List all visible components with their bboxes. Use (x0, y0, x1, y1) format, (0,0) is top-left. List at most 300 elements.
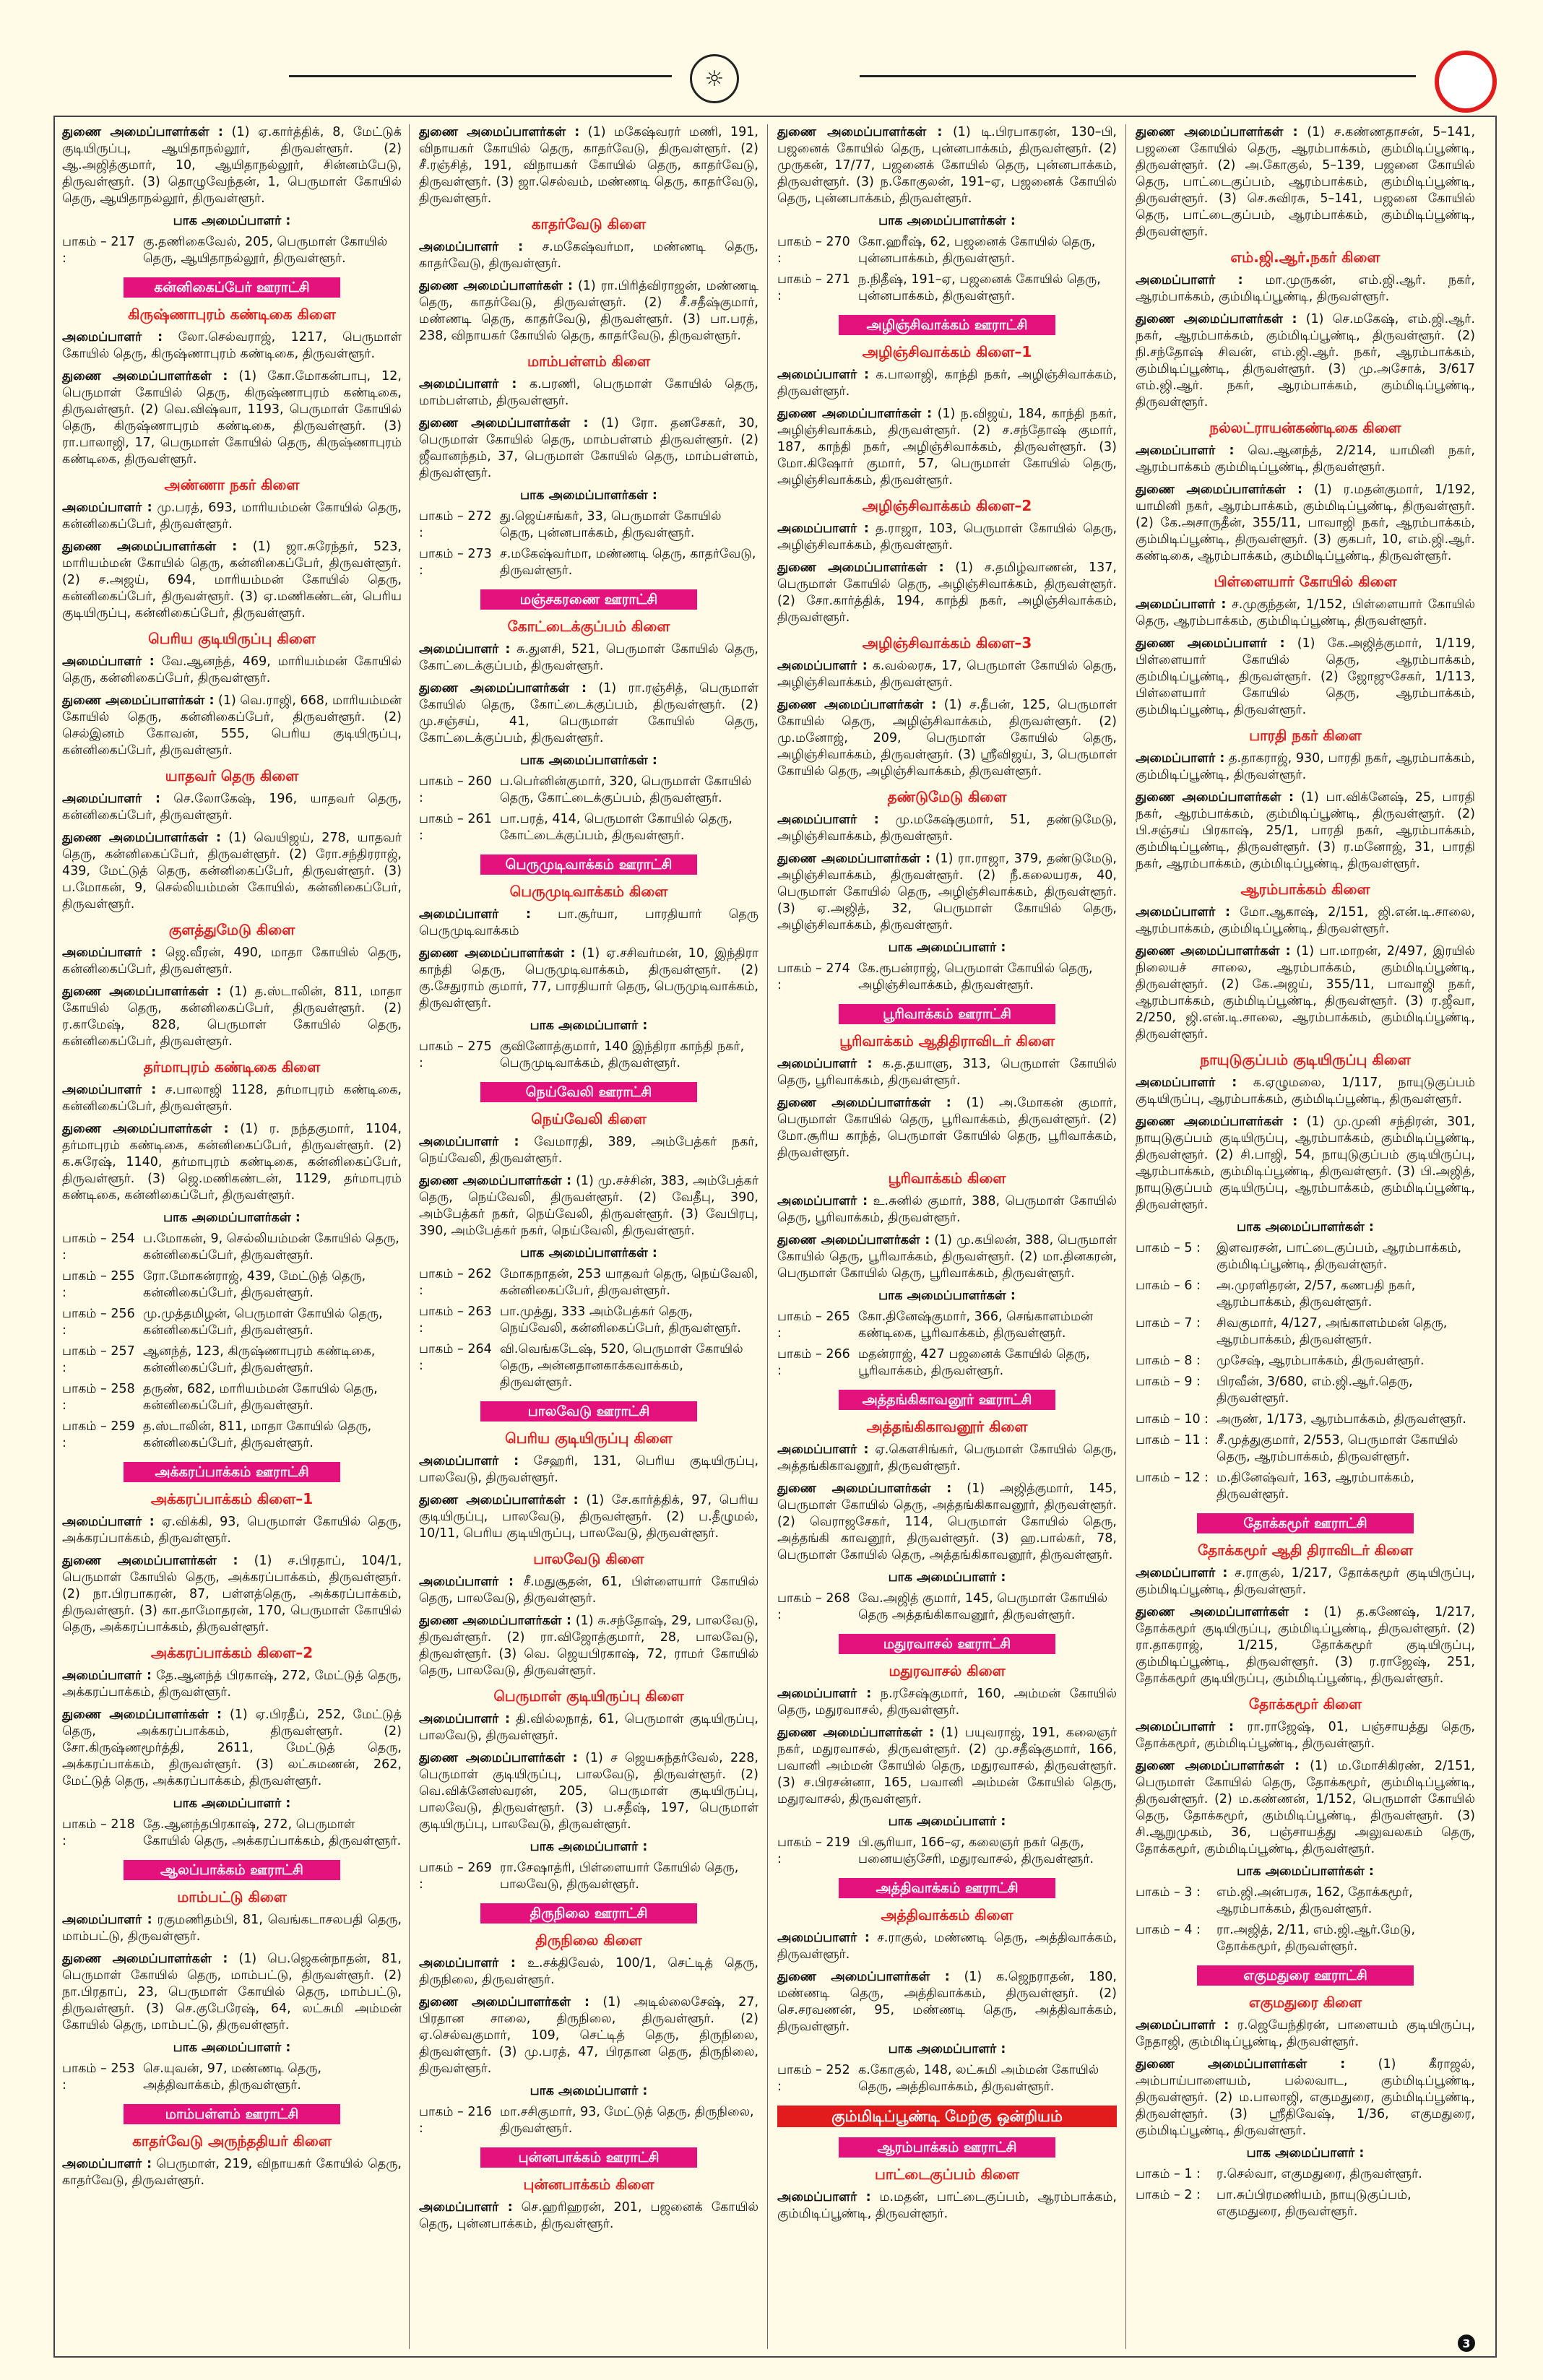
section-label: பாக அமைப்பாளர் : (888, 1814, 1006, 1829)
booth-number: பாகம் – 6 : (1136, 1278, 1201, 1293)
booth-number: பாகம் – 216 : (419, 2105, 492, 2136)
booth-entry (777, 1591, 1117, 1624)
booth-text: மா.சசிகுமார், 93, மேட்டுத் தெரு, திருநிலை, திருவள்ளூர். (500, 2105, 754, 2136)
booth-text: பா.பரத், 414, பெருமாள் கோயில் தெரு, கோட்டைக்குப்பம், திருவள்ளூர். (500, 812, 732, 843)
booth-text: கே.ரூபன்ராஜ், பெருமாள் கோயில் தெரு, அழிஞ்சிவாக்கம், திருவள்ளூர். (858, 961, 1093, 992)
role-label: அமைப்பாளர் : (777, 1931, 870, 1945)
paragraph: துணை அமைப்பாளர்கள் : (1) த.கணேஷ், 1/217, தோக்கமூர் குடியிருப்பு, கும்மிடிப்பூண்டி, திருவள்ளூர். (2) ரா.தாகராஜ், 1/215, தோக்கமூர் குடியிருப்பு, கும்மிடிப்பூண்டி, திருவள்ளூர். (3) ர.ராஜேஷ், 251, தோக்கமூர் குடியிருப்பு, கும்மிடிப்பூண்டி, திருவள்ளூர். (1136, 1605, 1475, 1686)
panchayat-heading: திருநிலை ஊராட்சி (480, 1903, 697, 1924)
paragraph: அமைப்பாளர் : க.ஏழுமலை, 1/117, நாயுடுகுப்பம் குடியிருப்பு, ஆரம்பாக்கம், கும்மிடிப்பூண்டி, திருவள்ளூர். (1136, 1076, 1475, 1107)
booth-number: பாகம் – 8 : (1136, 1354, 1201, 1368)
role-label: துணை அமைப்பாளர்கள் : (777, 698, 937, 712)
role-label: துணை அமைப்பாளர்கள் : (777, 1233, 930, 1247)
role-label: அமைப்பாளர் : (777, 659, 868, 673)
booth-entry (777, 1835, 1117, 1868)
paragraph: துணை அமைப்பாளர்கள் : (1) ச ஜெயசுந்தர்வேல், 228, பெருமாள் குடியிருப்பு, பாலவேடு, திருவள்ளூர். (2) வெ.விக்னேஸ்வரன், 205, பெருமாள் குடியிருப்பு, பாலவேடு, திருவள்ளூர். (3) ப.சதீஷ், 197, பெருமாள் குடியிருப்பு, பாலவேடு, திருவள்ளூர். (419, 1751, 758, 1832)
booth-entry (62, 234, 402, 267)
booth-text: கோ.தினேஷ்குமார், 366, செங்காளம்மன் கண்டிகை, பூரிவாக்கம், திருவள்ளூர். (858, 1310, 1094, 1341)
booth-number: பாகம் – 9 : (1136, 1375, 1201, 1389)
branch-heading: காதர்வேடு கிளை (531, 215, 647, 233)
booth-entry (419, 1341, 758, 1391)
paragraph: துணை அமைப்பாளர்கள் : (1) ரா.ராஜா, 379, தண்டுமேடு, அழிஞ்சிவாக்கம், திருவள்ளூர். (2) நீ.கலையரசு, 40, பெருமாள் கோயில் தெரு, அழிஞ்சிவாக்கம், திருவள்ளூர். (3) ஏ.அஜித், 32, பெருமாள் கோயில் தெரு, அழிஞ்சிவாக்கம், திருவள்ளூர். (777, 852, 1117, 932)
paragraph: அமைப்பாளர் : ச.ராகுல், மண்ணடி தெரு, அத்திவாக்கம், திருவள்ளூர். (777, 1931, 1117, 1962)
column-divider (1125, 124, 1126, 2349)
booth-text: ப.பெர்னின்குமார், 320, பெருமாள் கோயில் தெரு, கோட்டைக்குப்பம், திருவள்ளூர். (500, 774, 752, 805)
booth-number: பாகம் – 268 : (777, 1591, 850, 1622)
booth-entry (419, 2104, 758, 2137)
booth-number: பாகம் – 12 : (1136, 1471, 1209, 1485)
section-label: பாக அமைப்பாளர் : (888, 940, 1006, 955)
section-label: பாக அமைப்பாளர் : (888, 2042, 1006, 2056)
booth-entry (1136, 1315, 1475, 1349)
branch-heading: பெரிய குடியிருப்பு கிளை (148, 630, 316, 647)
panchayat-heading: ஆரம்பாக்கம் ஊராட்சி (839, 2137, 1055, 2158)
column-2 (419, 124, 758, 2238)
booth-number: பாகம் – 258 : (62, 1382, 135, 1413)
booth-entry (419, 1304, 758, 1337)
paragraph: துணை அமைப்பாளர்கள் : (1) பயுவராஜ், 191, கலைஞர் நகர், மதுரவாசல், திருவள்ளூர். (2) மு.சதீஷ்குமார், 166, பவானி அம்மன் கோயில் தெரு, மதுரவாசல், திருவள்ளூர். (3) ச.பிரசன்னா, 165, பவானி அம்மன் கோயில் தெரு, மதுரவாசல், திருவள்ளூர். (777, 1726, 1117, 1806)
booth-text: த.ஸ்டாலின், 811, மாதா கோயில் தெரு, கன்னிகைப்பேர், திருவள்ளூர். (143, 1419, 372, 1450)
section-label: பாக அமைப்பாளர் : (530, 1840, 648, 1854)
role-label: அமைப்பாளர் : (1136, 1566, 1228, 1580)
paragraph: துணை அமைப்பாளர்கள் : (1) ஏ.சசிவர்மன், 10, இந்திரா காந்தி தெரு, பெருமுடிவாக்கம், திருவள்ளூர். (2) கு.சேதுராம் குமார், 77, பாரதியார் தெரு, பெருமுடிவாக்கம், திருவள்ளூர். (419, 946, 758, 1011)
role-label: துணை அமைப்பாளர்கள் : (62, 1952, 228, 1966)
branch-heading: ஆரம்பாக்கம் கிளை (1240, 880, 1370, 898)
paragraph: துணை அமைப்பாளர்கள் : (1) ச.கண்ணதாசன், 5–141, பஜனை கோயில் தெரு, ஆரம்பாக்கம், கும்மிடிப்பூண்டி, திருவள்ளூர். (2) அ.கோகுல், 5–139, பஜனை கோயில் தெரு, பாட்டைகுப்பம், ஆரம்பாக்கம், கும்மிடிப்பூண்டி, திருவள்ளூர். (3) செ.சுவிரசு, 5–141, பஜனை கோயில் தெரு, பாட்டைகுப்பம், ஆரம்பாக்கம், கும்மிடிப்பூண்டி, திருவள்ளூர். (1136, 125, 1476, 239)
branch-heading: தோக்கமூர் கிளை (1248, 1695, 1362, 1713)
paragraph: துணை அமைப்பாளர்கள் : (1) வெயிஜய், 278, யாதவர் தெரு, கன்னிகைப்பேர், திருவள்ளூர். (2) ரோ.சந்திரராஜ், 439, மேட்டுத் தெரு, கன்னிகைப்பேர், திருவள்ளூர். (3) ப.மோகன், 9, செல்லியம்மன் கோயில், கன்னிகைப்பேர், திருவள்ளூர். (62, 831, 402, 912)
booth-entry (419, 1860, 758, 1893)
panchayat-heading: அக்கரப்பாக்கம் ஊராட்சி (124, 1462, 340, 1482)
panchayat-heading: எகுமதுரை ஊராட்சி (1197, 1965, 1414, 1986)
branch-heading: தண்டுமேடு கிளை (887, 788, 1007, 805)
role-label: துணை அமைப்பாளர்கள் : (419, 1614, 571, 1628)
role-label: துணை அமைப்பாளர்கள் : (419, 946, 576, 961)
branch-heading: பூரிவாக்கம் ஆதிதிராவிடர் கிளை (839, 1032, 1055, 1050)
paragraph: துணை அமைப்பாளர்கள் : (1) ஏ.கார்த்திக், 8, மேட்டுக் குடியிருப்பு, ஆயிதாநல்லூர், திருவள்ளூர். (2) ஆ.அஜித்குமார், 10, ஆயிதாநல்லூர், சின்னம்பேடு, திருவள்ளூர். (3) தொழுவேந்தன், 1, பெருமாள் கோயில் தெரு, ஆயிதாநல்லூர், திருவள்ளூர். (62, 125, 402, 206)
panchayat-heading: தோக்கமூர் ஊராட்சி (1197, 1513, 1414, 1533)
panchayat-heading: மாம்பள்ளம் ஊராட்சி (124, 2104, 340, 2124)
booth-text: செ.யுவன், 97, மண்ணடி தெரு, அத்திவாக்கம், திருவள்ளூர். (143, 2061, 322, 2093)
booth-text: ச.மகேஷ்வர்மா, மண்ணடி தெரு, காதர்வேடு, திருவள்ளூர். (500, 547, 756, 578)
paragraph: அமைப்பாளர் : ரகுமணிதம்பி, 81, வெங்கடாசலபதி தெரு, மாம்பட்டு, திருவள்ளூர். (62, 1913, 402, 1944)
section-label: பாக அமைப்பாளர் : (888, 1570, 1006, 1585)
booth-entry (1136, 2187, 1475, 2220)
role-label: துணை அமைப்பாளர்கள் : (777, 561, 944, 575)
role-label: அமைப்பாளர் : (62, 1913, 152, 1927)
role-label: அமைப்பாளர் : (62, 1515, 155, 1529)
booth-number: பாகம் – 272 : (419, 509, 492, 540)
role-label: அமைப்பாளர் : (419, 642, 511, 657)
role-label: அமைப்பாளர் : (1136, 2018, 1229, 2033)
booth-text: ரா.அஜித், 2/11, எம்.ஜி.ஆர்.மேடு, தோக்கமூர், திருவள்ளூர். (1216, 1923, 1416, 1954)
booth-entry (777, 234, 1117, 267)
booth-entry (419, 1039, 758, 1072)
role-label: துணை அமைப்பாளர்கள் : (62, 1554, 238, 1568)
role-label: அமைப்பாளர் : (62, 654, 155, 669)
section-label: பாக அமைப்பாளர்கள் : (1237, 1220, 1374, 1234)
role-label: அமைப்பாளர் : (419, 2200, 513, 2215)
union-heading-bar: கும்மிடிப்பூண்டி மேற்கு ஒன்றியம் (777, 2106, 1117, 2127)
branch-heading: பாரதி நகர் கிளை (1249, 727, 1362, 744)
role-label: அமைப்பாளர் : (419, 1135, 519, 1149)
booth-number: பாகம் – 274 : (777, 961, 850, 992)
booth-text: அருண், 1/173, ஆரம்பாக்கம், திருவள்ளூர். (1216, 1412, 1466, 1427)
role-label: அமைப்பாளர் : (62, 330, 163, 345)
role-label: அமைப்பாளர் : (62, 1083, 157, 1097)
role-label: அமைப்பாளர் : (777, 522, 869, 536)
booth-entry (62, 1306, 402, 1339)
booth-number: பாகம் – 11 : (1136, 1433, 1209, 1448)
booth-number: பாகம் – 4 : (1136, 1923, 1201, 1937)
paragraph: அமைப்பாளர் : வேமாரதி, 389, அம்பேத்கர் நகர், நெய்வேலி, திருவள்ளூர். (419, 1135, 758, 1166)
booth-text: ரோ.மோகன்ராஜ், 439, மேட்டுத் தெரு, கன்னிகைப்பேர், திருவள்ளூர். (143, 1269, 366, 1300)
branch-heading: அழிஞ்சிவாக்கம் கிளை–3 (862, 634, 1032, 652)
branch-heading: மாம்பட்டு கிளை (177, 1888, 287, 1905)
branch-heading: அக்கரப்பாக்கம் கிளை–2 (150, 1644, 314, 1661)
booth-number: பாகம் – 270 : (777, 235, 850, 266)
booth-text: சிவகுமார், 4/127, அங்காளம்மன் தெரு, ஆரம்பாக்கம், திருவள்ளூர். (1216, 1316, 1448, 1347)
paragraph: துணை அமைப்பாளர்கள் : (1) அஜித்குமார், 145, பெருமாள் கோயில் தெரு, அத்தங்கிகாவனூர், திருவள்ளூர். (2) வெராஜசேகர், 114, பெருமாள் கோயில் தெரு, அத்தங்கி காவனூர், திருவள்ளூர். (3) ஹ.பால்கர், 78, பெருமாள் கோயில் தெரு, அத்தங்கிகாவனூர், திருவள்ளூர். (777, 1481, 1117, 1562)
paragraph: துணை அமைப்பாளர்கள் : (1) பெ.ஜெகன்நாதன், 81, பெருமாள் கோயில் தெரு, மாம்பட்டு, திருவள்ளூர். (2) நா.பிரதாப், 23, பெருமாள் கோயில் தெரு, மாம்பட்டு, திருவள்ளூர். (3) செ.குபேரேஷ், 64, லட்சுமி அம்மன் கோயில் தெரு, மாம்பட்டு, திருவள்ளூர். (62, 1952, 402, 2033)
role-label: அமைப்பாளர் : (1136, 443, 1235, 458)
section-label: பாக அமைப்பாளர் : (173, 1796, 291, 1811)
role-label: அமைப்பாளர் : (62, 1669, 152, 1683)
booth-text: இளவரசன், பாட்டைகுப்பம், ஆரம்பாக்கம், கும்மிடிப்பூண்டி, திருவள்ளூர். (1216, 1241, 1462, 1272)
paragraph: அமைப்பாளர் : சு.துளசி, 521, பெருமாள் கோயில் தெரு, கோட்டைக்குப்பம், திருவள்ளூர். (419, 642, 758, 673)
booth-number: பாகம் – 10 : (1136, 1412, 1209, 1427)
panchayat-heading: கன்னிகைப்பேர் ஊராட்சி (124, 277, 340, 298)
paragraph: துணை அமைப்பாளர்கள் : (1) க.ஜெநராதன், 180, மண்ணடி தெரு, அத்திவாக்கம், திருவள்ளூர். (2) செ.சரவணன், 95, மண்ணடி தெரு, அத்திவாக்கம், திருவள்ளூர். (777, 1970, 1117, 2034)
booth-entry (419, 774, 758, 807)
paragraph: துணை அமைப்பாளர்கள் : (1) மகேஷ்வரர் மணி, 191, விநாயகர் கோயில் தெரு, காதர்வேடு, திருவள்ளூர். (2) சீ.ரஞ்சித், 191, விநாயகர் கோயில் தெரு, காதர்வேடு, திருவள்ளூர். (3) ஜா.செல்வம், மண்ணடி தெரு, காதர்வேடு, திருவள்ளூர். (419, 125, 758, 206)
booth-number: பாகம் – 257 : (62, 1344, 135, 1375)
paragraph: துணை அமைப்பாளர்கள் : (1) வெ.ராஜி, 668, மாரியம்மன் கோயில் தெரு, கன்னிகைப்பேர், திருவள்ளூர். (2) செல்இனம் கோவன், 555, பெரிய குடியிருப்பு, கன்னிகைப்பேர், திருவள்ளூர். (62, 693, 402, 758)
booth-entry (1136, 1240, 1475, 1273)
booth-text: எம்.ஜி.அன்பரசு, 162, தோக்கமூர், ஆரம்பாக்கம், திருவள்ளூர். (1216, 1885, 1413, 1916)
role-label: துணை அமைப்பாளர்கள் : (419, 1493, 579, 1507)
booth-entry (1136, 1278, 1475, 1311)
booth-number: பாகம் – 275 : (419, 1039, 492, 1070)
paragraph: துணை அமைப்பாளர்கள் : (1) ச.பிரதாப், 104/1, பெருமாள் கோயில் தெரு, அக்கரப்பாக்கம், திருவள்ளூர். (2) நா.பிரபாகரன், 87, பள்ளத்தெரு, அக்கரப்பாக்கம், திருவள்ளூர். (3) கா.தாமோதரன், 170, பெருமாள் கோயில் தெரு, அக்கரப்பாக்கம், திருவள்ளூர். (62, 1554, 402, 1635)
booth-entry (1136, 1922, 1475, 1955)
paragraph: அமைப்பாளர் : செ.ஹரிஹரன், 201, பஜனைக் கோயில் தெரு, புன்னபாக்கம், திருவள்ளூர். (419, 2200, 758, 2231)
paragraph: அமைப்பாளர் : க.த.தயாளு, 313, பெருமாள் கோயில் தெரு, பூரிவாக்கம், திருவள்ளூர். (777, 1057, 1117, 1088)
booth-entry (62, 1343, 402, 1377)
paragraph: துணை அமைப்பாளர் : (1) கே.அஜித்குமார், 1/119, பிள்ளையார் கோயில் தெரு, ஆரம்பாக்கம், கும்மிடிப்பூண்டி, திருவள்ளூர். (2) ஜோஜுசேகர், 1/113, பிள்ளையார் கோயில் தெரு, ஆரம்பாக்கம், கும்மிடிப்பூண்டி, திருவள்ளூர். (1136, 636, 1476, 717)
branch-heading: தோக்கமூர் ஆதி திராவிடர் கிளை (1197, 1541, 1414, 1559)
elephant-emblem-icon: ☼ (690, 54, 739, 103)
paragraph: அமைப்பாளர் : உ.சக்திவேல், 100/1, செட்டித் தெரு, திருநிலை, திருவள்ளூர். (419, 1956, 758, 1987)
role-label: அமைப்பாளர் : (419, 240, 524, 254)
section-label: பாக அமைப்பாளர்கள் : (878, 214, 1016, 228)
role-label: துணை அமைப்பாளர்கள் : (1136, 790, 1294, 805)
paragraph: அமைப்பாளர் : ச.பாலாஜி 1128, தர்மாபுரம் கண்டிகை, கன்னிகைப்பேர், திருவள்ளூர். (62, 1083, 402, 1114)
booth-entry (777, 2062, 1117, 2095)
role-label: துணை அமைப்பாளர்கள் : (777, 1726, 935, 1740)
paragraph: அமைப்பாளர் : ச.முகுந்தன், 1/152, பிள்ளையார் கோயில் தெரு, ஆரம்பாக்கம், கும்மிடிப்பூண்டி, திருவள்ளூர். (1136, 597, 1475, 628)
panchayat-heading: பெருமுடிவாக்கம் ஊராட்சி (480, 854, 697, 875)
role-label: துணை அமைப்பாளர்கள் : (419, 416, 589, 430)
booth-number: பாகம் – 269 : (419, 1861, 492, 1892)
paragraph: துணை அமைப்பாளர்கள் : (1) அடில்லைசேஷ், 27, பிரதான சாலை, திருநிலை, திருவள்ளூர். (2) ஏ.செல்வகுமார், 109, செட்டித் தெரு, திருநிலை, திருவள்ளூர். (3) மு.பரத், 47, பிரதான தெரு, திருநிலை, திருவள்ளூர். (419, 1995, 759, 2076)
branch-heading: பிள்ளையார் கோயில் கிளை (1214, 573, 1397, 590)
role-label: துணை அமைப்பாளர்கள் : (62, 125, 223, 139)
role-label: துணை அமைப்பாளர்கள் : (1136, 312, 1297, 326)
role-label: துணை அமைப்பாளர்கள் : (777, 1481, 952, 1496)
booth-text: க.கோகுல், 148, லட்சுமி அம்மன் கோயில் தெரு, அத்திவாக்கம், திருவள்ளூர். (858, 2063, 1099, 2094)
role-label: அமைப்பாளர் : (62, 2157, 152, 2171)
column-3 (777, 124, 1117, 2228)
panchayat-heading: அழிஞ்சிவாக்கம் ஊராட்சி (839, 315, 1055, 335)
role-label: அமைப்பாளர் : (1136, 905, 1230, 919)
booth-number: பாகம் – 266 : (777, 1347, 850, 1378)
paragraph: அமைப்பாளர் : த.தாகராஜ், 930, பாரதி நகர், ஆரம்பாக்கம், கும்மிடிப்பூண்டி, திருவள்ளூர். (1136, 751, 1475, 782)
role-label: துணை அமைப்பாளர்கள் : (777, 125, 943, 139)
role-label: அமைப்பாளர் : (1136, 1720, 1234, 1734)
booth-entry (1136, 1353, 1475, 1369)
role-label: அமைப்பாளர் : (777, 813, 879, 827)
paragraph: அமைப்பாளர் : ச.மகேஷ்வர்மா, மண்ணடி தெரு, காதர்வேடு, திருவள்ளூர். (419, 240, 758, 271)
role-label: துணை அமைப்பாளர்கள் : (62, 1708, 222, 1722)
booth-number: பாகம் – 2 : (1136, 2188, 1201, 2202)
booth-entry (62, 2061, 402, 2094)
panchayat-heading: நெய்வேலி ஊராட்சி (480, 1082, 697, 1102)
booth-number: பாகம் – 254 : (62, 1232, 135, 1263)
panchayat-heading: பாலவேடு ஊராட்சி (480, 1401, 697, 1421)
booth-text: பிரவீன், 3/680, எம்.ஜி.ஆர்.தெரு, திருவள்ளூர். (1216, 1375, 1413, 1406)
booth-text: ம.தினேஷ்வர், 163, ஆரம்பாக்கம், திருவள்ளூர். (1216, 1471, 1414, 1502)
paragraph: துணை அமைப்பாளர்கள் : (1) பா.விக்னேஷ், 25, பாரதி நகர், ஆரம்பாக்கம், கும்மிடிப்பூண்டி, திருவள்ளூர். (2) பி.சஞ்சய் பிரகாஷ், 25/1, பாரதி நகர், ஆரம்பாக்கம், கும்மிடிப்பூண்டி, திருவள்ளூர். (3) ர.மனோஜ், 31, பாரதி நகர், ஆரம்பாக்கம், கும்மிடிப்பூண்டி, திருவள்ளூர். (1136, 790, 1475, 871)
booth-entry (777, 272, 1117, 305)
paragraph: துணை அமைப்பாளர்கள் : (1) மு.சச்சின், 383, அம்பேத்கர் தெரு, நெய்வேலி, திருவள்ளூர். (2) வேதீபு, 390, அம்பேத்கர் நகர், நெய்வேலி, திருவள்ளூர். (3) வேபிரபு, 390, அம்பேத்கர் நகர், நெய்வேலி, திருவள்ளூர். (419, 1174, 758, 1238)
paragraph: துணை அமைப்பாளர்கள் : (1) பா.மாறன், 2/497, இரயில் நிலையச் சாலை, ஆரம்பாக்கம், கும்மிடிப்பூண்டி, திருவள்ளூர். (2) கே.அஜய், 355/11, பாவாஜி நகர், ஆரம்பாக்கம், கும்மிடிப்பூண்டி, திருவள்ளூர். (3) ர.ஜீவா, 2/250, ஜி.என்.டி.சாலை, ஆரம்பாக்கம், கும்மிடிப்பூண்டி, திருவள்ளூர். (1136, 944, 1475, 1042)
role-label: துணை அமைப்பாளர்கள் : (62, 985, 222, 999)
booth-number: பாகம் – 273 : (419, 547, 492, 578)
paragraph: துணை அமைப்பாளர்கள் : (1) அ.மோகன் குமார், பெருமாள் கோயில் தெரு, பூரிவாக்கம், திருவள்ளூர். (2) மோ.சூரிய காந்த், பெருமாள் கோயில் தெரு, பூரிவாக்கம், திருவள்ளூர். (777, 1096, 1118, 1160)
role-label: அமைப்பாளர் : (62, 945, 157, 960)
branch-heading: பெரிய குடியிருப்பு கிளை (505, 1429, 673, 1447)
section-label: பாக அமைப்பாளர்கள் : (878, 1289, 1016, 1303)
paragraph: அமைப்பாளர் : ந.ரசேஷ்குமார், 160, அம்மன் கோயில் தெரு, மதுரவாசல், திருவள்ளூர். (777, 1687, 1117, 1718)
role-label: அமைப்பாளர் : (1136, 597, 1227, 612)
role-label: துணை அமைப்பாளர்கள் : (777, 1970, 950, 1984)
section-label: பாக அமைப்பாளர்கள் : (1237, 1864, 1374, 1879)
booth-number: பாகம் – 271 : (777, 272, 850, 303)
paragraph: துணை அமைப்பாளர்கள் : (1) ரோ. தனசேகர், 30, பெருமாள் கோயில் தெரு, மாம்பள்ளம் திருவள்ளூர். (2) ஜீவானந்தம், 37, பெருமாள் கோயில் தெரு, மாம்பள்ளம், திருவள்ளூர். (419, 416, 758, 480)
branch-heading: பூரிவாக்கம் கிளை (888, 1169, 1006, 1187)
role-label: துணை அமைப்பாளர்கள் : (777, 407, 933, 421)
booth-number: பாகம் – 260 : (419, 774, 492, 805)
branch-heading: கோட்டைக்குப்பம் கிளை (507, 618, 670, 635)
paragraph: அமைப்பாளர் : பா.சூர்யா, பாரதியார் தெரு பெருமுடிவாக்கம் (419, 907, 758, 938)
booth-text: பா.முத்து, 333 அம்பேத்கர் தெரு, நெய்வேலி, கன்னிகைப்பேர், திருவள்ளூர். (500, 1304, 741, 1336)
booth-text: மு.முத்தமிழன், பெருமாள் கோயில் தெரு, கன்னிகைப்பேர், திருவள்ளூர். (143, 1307, 383, 1338)
role-label: அமைப்பாளர் : (777, 1442, 869, 1457)
role-label: துணை அமைப்பாளர்கள் : (419, 1995, 590, 2009)
booth-number: பாகம் – 3 : (1136, 1885, 1201, 1900)
branch-heading: அழிஞ்சிவாக்கம் கிளை–1 (862, 343, 1032, 360)
booth-text: வி.வெங்கடேஷ், 520, பெருமாள் கோயில் தெரு, அன்னதானகாக்கவாக்கம், திருவள்ளூர். (500, 1342, 743, 1390)
role-label: துணை அமைப்பாளர்கள் : (419, 279, 574, 293)
branch-heading: பெருமுடிவாக்கம் கிளை (509, 883, 668, 900)
paragraph: துணை அமைப்பாளர்கள் : (1) ர.மதன்குமார், 1/192, யாமினி நகர், ஆரம்பாக்கம், கும்மிடிப்பூண்டி, திருவள்ளூர். (2) கே.அசாருதீன், 355/11, பாவாஜி நகர், ஆரம்பாக்கம், கும்மிடிப்பூண்டி, திருவள்ளூர். (3) குகபர், 10, எம்.ஜி.ஆர். கண்டிகை, ஆரம்பாக்கம், கும்மிடிப்பூண்டி, திருவள்ளூர். (1136, 483, 1475, 563)
paragraph: அமைப்பாளர் : பெருமாள், 219, விநாயகர் கோயில் தெரு, காதர்வேடு, திருவள்ளூர். (62, 2157, 402, 2188)
paragraph: அமைப்பாளர் : மு.மகேஷ்குமார், 51, தண்டுமேடு, அழிஞ்சிவாக்கம், திருவள்ளூர். (777, 813, 1117, 844)
booth-number: பாகம் – 265 : (777, 1310, 850, 1341)
booth-text: தருண், 682, மாரியம்மன் கோயில் தெரு, கன்னிகைப்பேர், திருவள்ளூர். (143, 1382, 378, 1413)
booth-entry (777, 1346, 1117, 1380)
paragraph: அமைப்பாளர் : செ.லோகேஷ், 196, யாதவர் தெரு, கன்னிகைப்பேர், திருவள்ளூர். (62, 792, 402, 823)
paragraph: துணை அமைப்பாளர்கள் : (1) ச.தமிழ்வாணன், 137, பெருமாள் கோயில் தெரு, அழிஞ்சிவாக்கம், திருவள்ளூர். (2) சோ.கார்த்திக், 194, காந்தி நகர், அழிஞ்சிவாக்கம், திருவள்ளூர். (777, 561, 1117, 625)
booth-text: ஆனந்த், 123, கிருஷ்ணாபுரம் கண்டிகை, கன்னிகைப்பேர், திருவள்ளூர். (143, 1344, 376, 1375)
booth-entry (1136, 1884, 1475, 1918)
booth-entry (1136, 1411, 1475, 1428)
column-divider (767, 124, 768, 2349)
paragraph: துணை அமைப்பாளர்கள் : (1) சே.கார்த்திக், 97, பெரிய குடியிருப்பு, பாலவேடு, திருவள்ளூர். (2) ப.தீழுமல், 10/11, பெரிய குடியிருப்பு, பாலவேடு, திருவள்ளூர். (419, 1493, 758, 1541)
paragraph: துணை அமைப்பாளர்கள் : (1) மு.கபிலன், 388, பெருமாள் கோயில் தெரு, பூரிவாக்கம், திருவள்ளூர். (2) மா.தினகரன், பெருமாள் கோயில் தெரு, பூரிவாக்கம், திருவள்ளூர். (777, 1233, 1118, 1281)
role-label: அமைப்பாளர் : (777, 368, 869, 382)
paragraph: அமைப்பாளர் : க.வல்லரசு, 17, பெருமாள் கோயில் தெரு, அழிஞ்சிவாக்கம், திருவள்ளூர். (777, 659, 1117, 690)
paragraph: அமைப்பாளர் : தி.வில்லநாத், 61, பெருமாள் குடியிருப்பு, பாலவேடு, திருவள்ளூர். (419, 1712, 758, 1743)
role-label: துணை அமைப்பாளர்கள் : (419, 1751, 578, 1765)
branch-heading: பாலவேடு கிளை (533, 1550, 644, 1567)
paragraph: அமைப்பாளர் : லோ.செல்வராஜ், 1217, பெருமாள் கோயில் தெரு, கிருஷ்ணாபுரம் கண்டிகை, திருவள்ளூர். (62, 330, 402, 361)
column-divider (409, 124, 410, 2349)
booth-text: மதன்ராஜ், 427 பஜனைக் கோயில் தெரு, பூரிவாக்கம், திருவள்ளூர். (858, 1347, 1090, 1378)
paragraph: அமைப்பாளர் : ர.ஜெயேந்திரன், பாளையம் குடியிருப்பு, நேதாஜி, கும்மிடிப்பூண்டி, திருவள்ளூர். (1136, 2018, 1475, 2049)
paragraph: துணை அமைப்பாளர்கள் : (1) கீராஜல், அம்பாய்பாளையம், பல்லவாட, கும்மிடிப்பூண்டி, திருவள்ளூர். (2) ம.பாலாஜி, எகுமதுரை, கும்மிடிப்பூண்டி, திருவள்ளூர். (3) ஸ்ரீதிவேஷ், 1/36, எகுமதுரை, கும்மிடிப்பூண்டி, திருவள்ளூர். (1136, 2057, 1475, 2138)
branch-heading: நாயுடுகுப்பம் குடியிருப்பு கிளை (1200, 1051, 1411, 1068)
role-label: அமைப்பாளர் : (62, 792, 161, 806)
booth-number: பாகம் – 7 : (1136, 1316, 1201, 1330)
booth-entry (1136, 1374, 1475, 1407)
booth-text: ரா.சேஷாத்ரி, பிள்ளையார் கோயில் தெரு, பாலவேடு, திருவள்ளூர். (500, 1861, 739, 1892)
branch-heading: அண்ணா நகர் கிளை (164, 476, 300, 493)
paragraph: துணை அமைப்பாளர்கள் : (1) ரா.ரஞ்சித், பெருமாள் கோயில் தெரு, கோட்டைக்குப்பம், திருவள்ளூர். (2) மு.சஞ்சய், 41, பெருமாள் கோயில் தெரு, கோட்டைக்குப்பம், திருவள்ளூர். (419, 681, 759, 745)
booth-number: பாகம் – 259 : (62, 1419, 135, 1450)
role-label: துணை அமைப்பாளர்கள் : (419, 1174, 572, 1188)
booth-number: பாகம் – 263 : (419, 1304, 492, 1336)
booth-number: பாகம் – 264 : (419, 1342, 492, 1373)
role-label: துணை அமைப்பாளர்கள் : (1136, 1759, 1300, 1773)
booth-text: முசேஷ், ஆரம்பாக்கம், திருவள்ளூர். (1216, 1354, 1425, 1368)
paragraph: அமைப்பாளர் : க.பாலாஜி, காந்தி நகர், அழிஞ்சிவாக்கம், திருவள்ளூர். (777, 368, 1117, 399)
page-header (0, 0, 1543, 116)
role-label: துணை அமைப்பாளர்கள் : (419, 125, 580, 139)
booth-number: பாகம் – 217 : (62, 235, 135, 266)
paragraph: துணை அமைப்பாளர்கள் : (1) ம.மோசிகிரண், 2/151, பெருமாள் கோயில் தெரு, தோக்கமூர், கும்மிடிப்பூண்டி, திருவள்ளூர். (2) ம.கண்ணன், 1/152, பெருமாள் கோயில் தெரு, தோக்கமூர், கும்மிடிப்பூண்டி, திருவள்ளூர். (3) சி.ஆறுமுகம், 36, பஞ்சாயத்து அலுவலகம் தெரு, தோக்கமூர், கும்மிடிப்பூண்டி, திருவள்ளூர். (1136, 1759, 1475, 1856)
paragraph: துணை அமைப்பாளர்கள் : (1) கோ.மோகன்பாபு, 12, பெருமாள் கோயில் தெரு, கிருஷ்ணாபுரம் கண்டிகை, திருவள்ளூர். (2) வெ.விஷ்வா, 1193, பெருமாள் கோயில் தெரு, கிருஷ்ணாபுரம் கண்டிகை, திருவள்ளூர். (3) ரா.பாலாஜி, 17, பெருமாள் கோயில் தெரு, கிருஷ்ணாபுரம் கண்டிகை, திருவள்ளூர். (62, 369, 402, 467)
branch-heading: அழிஞ்சிவாக்கம் கிளை–2 (862, 497, 1032, 514)
paragraph: அமைப்பாளர் : மோ.ஆகாஷ், 2/151, ஜி.என்.டி.சாலை, ஆரம்பாக்கம், கும்மிடிப்பூண்டி, திருவள்ளூர். (1136, 905, 1475, 936)
header-rule-right (860, 75, 1416, 77)
booth-number: பாகம் – 219 : (777, 1835, 850, 1866)
panchayat-heading: மதுரவாசல் ஊராட்சி (839, 1634, 1055, 1654)
panchayat-heading: மஞ்சகரணை ஊராட்சி (480, 589, 697, 610)
paragraph: அமைப்பாளர் : ஏ.விக்கி, 93, பெருமாள் கோயில் தெரு, அக்கரப்பாக்கம், திருவள்ளூர். (62, 1515, 402, 1546)
branch-heading: காதர்வேடு அருந்ததியர் கிளை (132, 2132, 332, 2150)
page-number: 3 (1458, 2334, 1475, 2352)
paragraph: அமைப்பாளர் : ச.ராகுல், 1/217, தோக்கமூர் குடியிருப்பு, கும்மிடிப்பூண்டி, திருவள்ளூர். (1136, 1566, 1475, 1597)
paragraph: துணை அமைப்பாளர்கள் : (1) ந.விஜய், 184, காந்தி நகர், அழிஞ்சிவாக்கம், திருவள்ளூர். (2) ச.சந்தோஷ் குமார், 187, காந்தி நகர், அழிஞ்சிவாக்கம், திருவள்ளூர். (3) மோ.கிஷோர் குமார், 57, பெருமாள் கோயில் தெரு, அழிஞ்சிவாக்கம், திருவள்ளூர். (777, 407, 1117, 488)
role-label: அமைப்பாளர் : (419, 1575, 514, 1589)
branch-heading: தர்மாபுரம் கண்டிகை கிளை (143, 1058, 321, 1076)
role-label: அமைப்பாளர் : (1136, 273, 1243, 287)
header-rule-left (289, 75, 672, 77)
branch-heading: குளத்துமேடு கிளை (168, 921, 295, 938)
booth-entry (419, 811, 758, 844)
paragraph: அமைப்பாளர் : ஜெ.வீரன், 490, மாதா கோயில் தெரு, கன்னிகைப்பேர், திருவள்ளூர். (62, 945, 402, 977)
role-label: அமைப்பாளர் : (419, 1956, 516, 1970)
role-label: துணை அமைப்பாளர்கள் : (62, 369, 228, 384)
role-label: துணை அமைப்பாளர்கள் : (1136, 1115, 1298, 1129)
paragraph: துணை அமைப்பாளர்கள் : (1) மு.முனி சந்திரன், 301, நாயுடுகுப்பம் குடியிருப்பு, ஆரம்பாக்கம், கும்மிடிப்பூண்டி, திருவள்ளூர். (2) சி.பாஜி, 54, நாயுடுகுப்பம் குடியிருப்பு, ஆரம்பாக்கம், கும்மிடிப்பூண்டி, திருவள்ளூர். (3) பி.அஜித், நாயுடுகுப்பம் குடியிருப்பு, ஆரம்பாக்கம், கும்மிடிப்பூண்டி, திருவள்ளூர். (1136, 1115, 1475, 1212)
role-label: துணை அமைப்பாளர்கள் : (777, 852, 931, 866)
booth-entry (62, 1231, 402, 1264)
role-label: அமைப்பாளர் : (777, 1687, 872, 1701)
booth-text: தே.ஆனந்தபிரகாஷ், 272, பெருமாள் கோயில் தெரு, அக்கரப்பாக்கம், திருவள்ளூர். (143, 1817, 402, 1848)
role-label: அமைப்பாளர் : (777, 1194, 868, 1208)
branch-heading: திருநிலை கிளை (535, 1931, 642, 1949)
booth-text: பி.சூரியா, 166–ஏ, கலைஞர் நகர் தெரு, பனையஞ்சேரி, மதுரவாசல், திருவள்ளூர். (858, 1835, 1094, 1866)
booth-text: ர.செல்வா, எகுமதுரை, திருவள்ளூர். (1216, 2167, 1422, 2181)
role-label: அமைப்பாளர் : (419, 1712, 510, 1726)
paragraph: துணை அமைப்பாளர்கள் : (1) ச.தீபன், 125, பெருமாள் கோயில் தெரு, அழிஞ்சிவாக்கம், திருவள்ளூர். (2) மு.மனோஜ், 209, பெருமாள் கோயில் தெரு, அழிஞ்சிவாக்கம், திருவள்ளூர். (3) ஸ்ரீவிஜய், 3, பெருமாள் கோயில் தெரு, அழிஞ்சிவாக்கம், திருவள்ளூர். (777, 698, 1118, 779)
red-circle-icon (1435, 51, 1497, 113)
booth-entry (1136, 2166, 1475, 2183)
role-label: துணை அமைப்பாளர் : (1136, 636, 1285, 651)
branch-heading: அத்திவாக்கம் கிளை (881, 1906, 1013, 1924)
booth-text: குவினோத்குமார், 140 இந்திரா காந்தி நகர், பெருமுடிவாக்கம், திருவள்ளூர். (500, 1039, 745, 1070)
booth-number: பாகம் – 261 : (419, 812, 492, 843)
role-label: துணை அமைப்பாளர்கள் : (62, 831, 221, 845)
role-label: அமைப்பாளர் : (777, 1057, 873, 1071)
section-label: பாக அமைப்பாளர் : (173, 2041, 291, 2055)
booth-text: அ.முரளிதரன், 2/57, கணபதி நகர், ஆரம்பாக்கம், திருவள்ளூர். (1216, 1278, 1416, 1310)
booth-entry (777, 961, 1117, 994)
paragraph: அமைப்பாளர் : தே.ஆனந்த் பிரகாஷ், 272, மேட்டுத் தெரு, அக்கரப்பாக்கம், திருவள்ளூர். (62, 1669, 402, 1700)
booth-text: ப.மோகன், 9, செல்லியம்மன் கோயில் தெரு, கன்னிகைப்பேர், திருவள்ளூர். (143, 1232, 399, 1263)
branch-heading: எம்.ஜி.ஆர்.நகர் கிளை (1230, 248, 1380, 266)
role-label: துணை அமைப்பாளர்கள் : (777, 1096, 951, 1110)
booth-entry (419, 509, 758, 542)
booth-number: பாகம் – 252 : (777, 2063, 850, 2094)
paragraph: அமைப்பாளர் : க.பரணி, பெருமாள் கோயில் தெரு, மாம்பள்ளம், திருவள்ளூர். (419, 377, 758, 408)
branch-heading: கிருஷ்ணாபுரம் கண்டிகை கிளை (128, 306, 336, 323)
booth-text: ந.நிதீஷ், 191–ஏ, பஜனைக் கோயில் தெரு, புன்னபாக்கம், திருவள்ளூர். (858, 272, 1101, 303)
booth-entry (62, 1268, 402, 1302)
role-label: அமைப்பாளர் : (62, 501, 152, 515)
booth-number: பாகம் – 255 : (62, 1269, 135, 1300)
booth-text: கோ.ஹரீஷ், 62, பஜனைக் கோயில் தெரு, புன்னபாக்கம், திருவள்ளூர். (858, 235, 1096, 266)
booth-text: சீ.முத்துகுமார், 2/553, பெருமாள் கோயில் தெரு, ஆரம்பாக்கம், திருவள்ளூர். (1216, 1433, 1458, 1464)
role-label: அமைப்பாளர் : (1136, 751, 1225, 766)
column-4 (1136, 124, 1475, 2225)
booth-entry (419, 1266, 758, 1299)
branch-heading: நல்லட்ராயன்கண்டிகை கிளை (1209, 419, 1401, 436)
booth-entry (1136, 1470, 1475, 1503)
panchayat-heading: அத்தங்கிகாவனூர் ஊராட்சி (839, 1390, 1055, 1410)
section-label: பாக அமைப்பாளர்கள் : (520, 488, 657, 503)
paragraph: அமைப்பாளர் : மு.பரத், 693, மாரியம்மன் கோயில் தெரு, கன்னிகைப்பேர், திருவள்ளூர். (62, 501, 402, 532)
role-label: துணை அமைப்பாளர்கள் : (62, 540, 238, 554)
section-label: பாக அமைப்பாளர் : (530, 1018, 648, 1033)
booth-entry (62, 1419, 402, 1452)
column-1 (62, 124, 402, 2195)
paragraph: அமைப்பாளர் : சீ.மதுசூதன், 61, பிள்ளையார் கோயில் தெரு, பாலவேடு, திருவள்ளூர். (419, 1575, 758, 1606)
booth-entry (62, 1381, 402, 1414)
